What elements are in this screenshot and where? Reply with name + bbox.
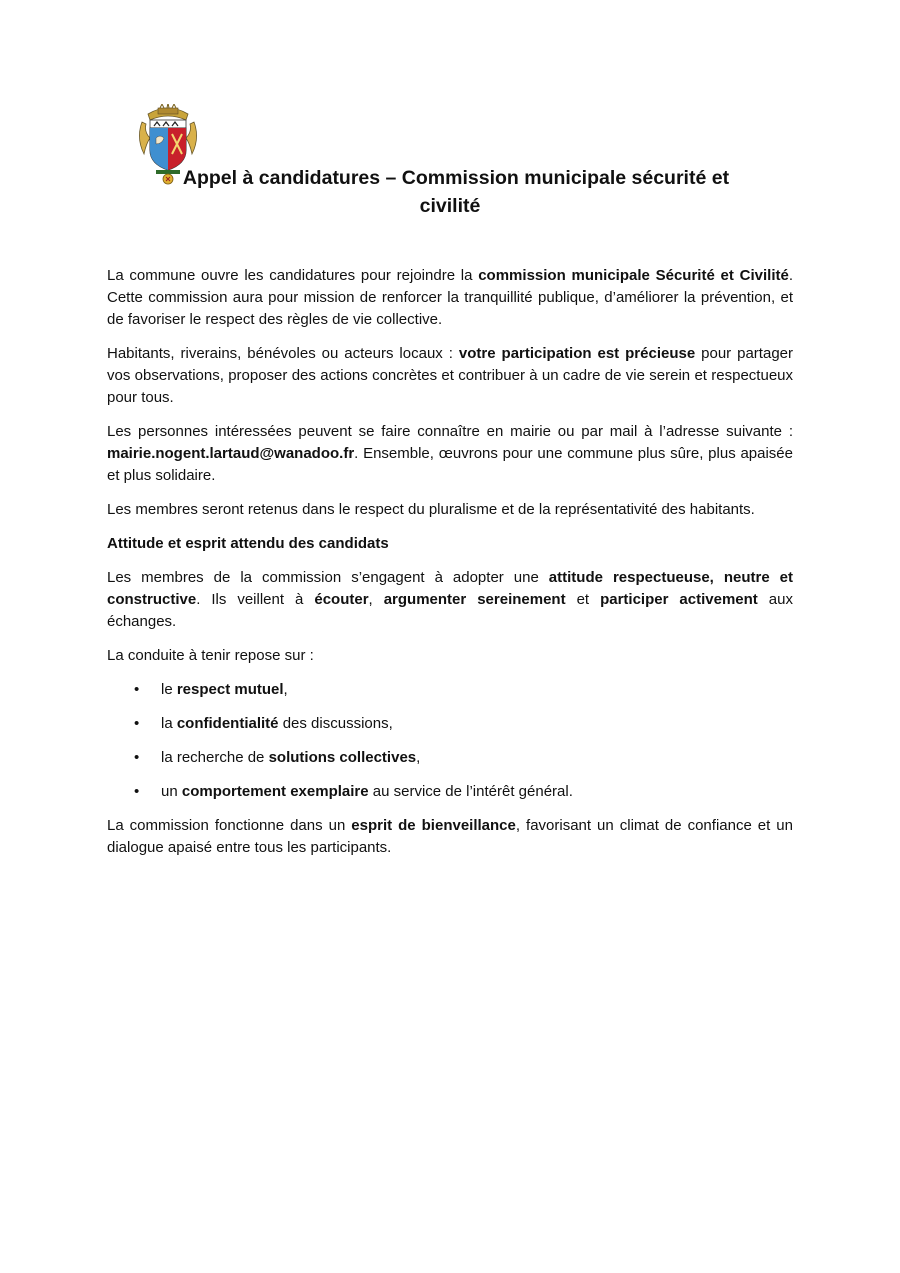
- section-heading: [107, 533, 793, 555]
- text-run: ,: [368, 591, 384, 608]
- bullet-icon: •: [134, 715, 140, 732]
- title-line-2: civilité: [419, 195, 481, 217]
- text-run: des discussions,: [278, 715, 393, 732]
- bold-run: écouter: [314, 591, 369, 608]
- bold-run: commission municipale Sécurité et Civilité: [478, 267, 789, 284]
- bold-run: attitude respectueuse, neutre et constructive: [107, 569, 793, 608]
- text-run: , favorisant un climat de confiance et un dialogue apaisé entre tous les participants.: [107, 817, 793, 856]
- text-run: ,: [283, 681, 288, 698]
- text-run: au service de l’intérêt général.: [368, 783, 573, 800]
- text-run: ,: [416, 749, 421, 766]
- bullet-icon: •: [134, 783, 140, 800]
- paragraph-conduct-intro: La conduite à tenir repose sur :: [107, 647, 314, 664]
- conduct-list: [107, 679, 793, 803]
- list-item: [107, 747, 793, 769]
- paragraph-closing: [107, 815, 793, 859]
- text-run: la recherche de: [161, 749, 269, 766]
- text-run: . Cette commission aura pour mission de renforcer la tranquillité publique, d’améliorer la prévention, et de favoriser le respect des règles de vie collective.: [107, 267, 793, 328]
- section-heading-text: Attitude et esprit attendu des candidats: [107, 535, 389, 552]
- paragraph-selection: Les membres seront retenus dans le respect du pluralisme et de la représentativité des habitants.: [107, 501, 755, 518]
- title-line-1: Appel à candidatures – Commission municipale sécurité et: [182, 167, 730, 189]
- paragraph-participation: [107, 343, 793, 409]
- text-run: Les personnes intéressées peuvent se faire connaître en mairie ou par mail à l’adresse suivante :: [107, 423, 793, 440]
- list-item: [107, 679, 793, 701]
- text-run: La commission fonctionne dans un: [107, 817, 352, 834]
- text-run: le: [161, 681, 177, 698]
- bold-run: comportement exemplaire: [181, 783, 369, 800]
- page-title: [150, 164, 750, 220]
- bold-run: votre participation est précieuse: [458, 345, 696, 362]
- paragraph-intro: [107, 265, 793, 331]
- text-run: pour partager vos observations, proposer des actions concrètes et contribuer à un cadre de vie serein et respectueux pour tous.: [107, 345, 793, 406]
- text-run: La commune ouvre les candidatures pour rejoindre la: [107, 267, 479, 284]
- bold-run: confidentialité: [176, 715, 279, 732]
- text-run: . Ensemble, œuvrons pour une commune plus sûre, plus apaisée et plus solidaire.: [107, 445, 793, 484]
- bullet-icon: •: [134, 681, 140, 698]
- bullet-icon: •: [134, 749, 140, 766]
- paragraph-contact: [107, 421, 793, 487]
- bold-run: respect mutuel: [176, 681, 284, 698]
- list-item: [107, 781, 793, 803]
- text-run: et: [565, 591, 601, 608]
- text-run: la: [161, 715, 177, 732]
- bold-run: solutions collectives: [268, 749, 417, 766]
- text-run: aux échanges.: [107, 591, 793, 630]
- document-body: [107, 265, 793, 871]
- text-run: un: [161, 783, 182, 800]
- bold-run: argumenter sereinement: [383, 591, 566, 608]
- list-item: [107, 713, 793, 735]
- paragraph-attitude: [107, 567, 793, 633]
- bold-run: esprit de bienveillance: [351, 817, 516, 834]
- text-run: Habitants, riverains, bénévoles ou acteurs locaux :: [107, 345, 459, 362]
- text-run: . Ils veillent à: [196, 591, 315, 608]
- contact-email: mairie.nogent.lartaud@wanadoo.fr: [107, 445, 355, 462]
- text-run: Les membres de la commission s’engagent à adopter une: [107, 569, 549, 586]
- bold-run: participer activement: [600, 591, 758, 608]
